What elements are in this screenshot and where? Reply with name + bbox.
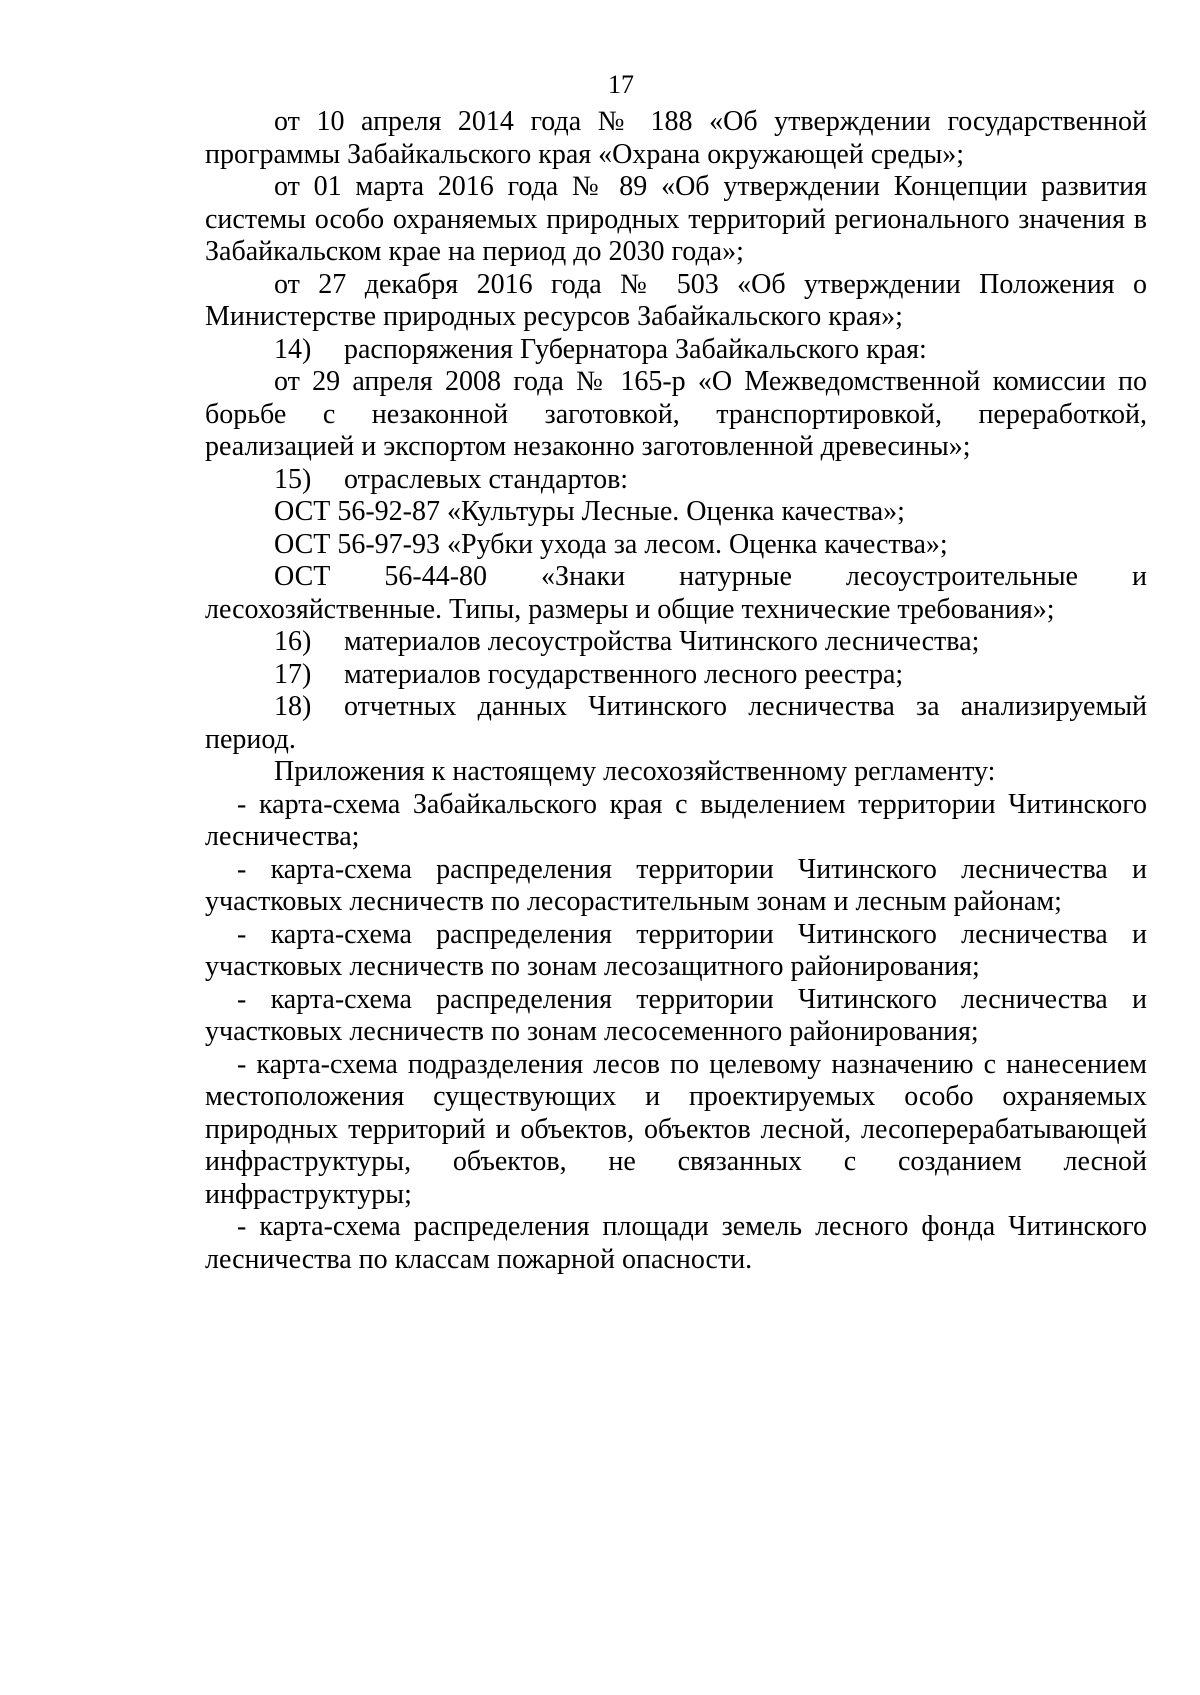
list-item-text: материалов лесоустройства Читинского лесничества;: [344, 626, 980, 657]
list-item-number: 15): [274, 463, 312, 495]
paragraph-decree-503: от 27 декабря 2016 года № 503 «Об утверждении Положения о Министерстве природных ресурсов Забайкальского края»;: [205, 268, 1147, 332]
page-number: 17: [608, 70, 634, 99]
list-item-text: отраслевых стандартов:: [344, 463, 629, 495]
appendix-item: - карта-схема распределения территории Читинского лесничества и участковых лесничеств по зонам лесосеменного районирования;: [205, 983, 1147, 1047]
paragraph-order-165r: от 29 апреля 2008 года № 165-р «О Межведомственной комиссии по борьбе с незаконной заготовкой, транспортировкой, переработкой, реализацией и экспортом незаконно заготовленной древесины»;: [205, 366, 1147, 462]
list-item-number: 18): [274, 691, 312, 722]
list-item-text: распоряжения Губернатора Забайкальского края:: [344, 333, 927, 365]
appendix-item: - карта-схема распределения территории Читинского лесничества и участковых лесничеств по зонам лесозащитного районирования;: [205, 918, 1147, 982]
list-item-14: [205, 334, 1147, 367]
list-item-15: [205, 464, 1147, 497]
appendix-item: - карта-схема Забайкальского края с выделением территории Читинского лесничества;: [205, 788, 1147, 852]
appendix-item: - карта-схема подразделения лесов по целевому назначению с нанесением местоположения существующих и проектируемых особо охраняемых природных территорий и объектов, объектов лесной, лесоперерабатывающей инфраструктуры, объектов, не связанных с созданием лесной инфраструктуры;: [205, 1048, 1147, 1210]
list-item-text: отчетных данных Читинского лесничества за анализируемый период.: [205, 691, 1147, 755]
list-item-number: 16): [274, 626, 312, 657]
list-item-18: [205, 691, 1147, 756]
paragraph-ost-56-44-80: ОСТ 56-44-80 «Знаки натурные лесоустроительные и лесохозяйственные. Типы, размеры и общие технические требования»;: [205, 561, 1147, 625]
list-item-text: материалов государственного лесного реестра;: [344, 658, 904, 690]
paragraph-decree-89: от 01 марта 2016 года № 89 «Об утверждении Концепции развития системы особо охраняемых природных территорий регионального значения в Забайкальском крае на период до 2030 года»;: [205, 171, 1147, 267]
paragraph-ost-56-92-87: ОСТ 56-92-87 «Культуры Лесные. Оценка качества»;: [274, 496, 905, 527]
appendix-item: - карта-схема распределения площади земель лесного фонда Читинского лесничества по классам пожарной опасности.: [205, 1211, 1147, 1275]
list-item-16: [205, 626, 1147, 659]
document-body: [205, 106, 1147, 1276]
list-item-17: [205, 659, 1147, 692]
list-item-number: 17): [274, 658, 312, 690]
paragraph-ost-56-97-93: ОСТ 56-97-93 «Рубки ухода за лесом. Оценка качества»;: [274, 528, 948, 560]
appendix-item: - карта-схема распределения территории Читинского лесничества и участковых лесничеств по лесорастительным зонам и лесным районам;: [205, 853, 1147, 917]
list-item-number: 14): [274, 333, 312, 365]
appendix-heading: Приложения к настоящему лесохозяйственному регламенту:: [274, 756, 996, 787]
paragraph-decree-188: от 10 апреля 2014 года № 188 «Об утверждении государственной программы Забайкальского края «Охрана окружающей среды»;: [205, 106, 1147, 170]
